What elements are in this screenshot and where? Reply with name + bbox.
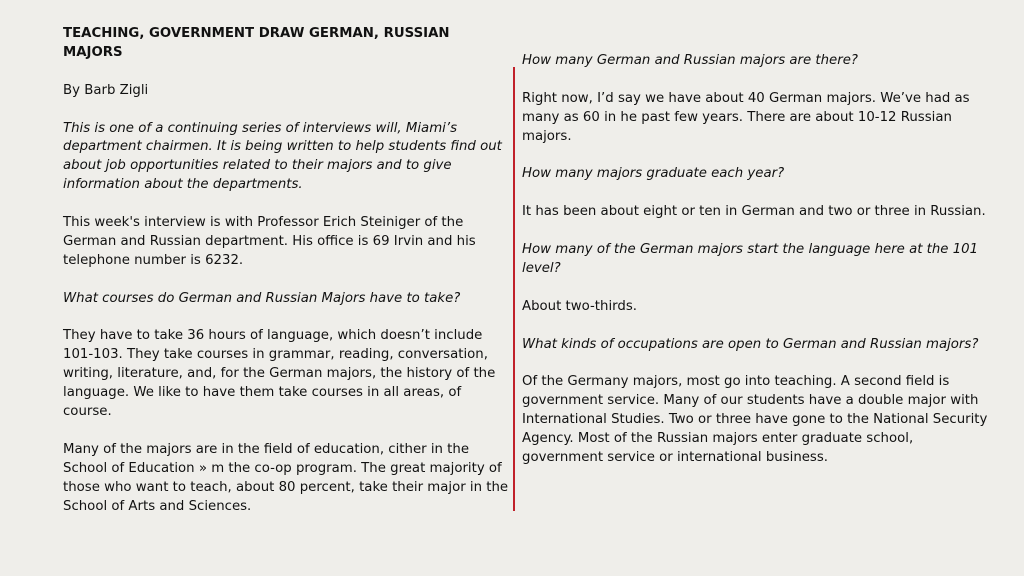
answer-101-level: About two-thirds. xyxy=(522,298,637,314)
answer-graduate-each-year: It has been about eight or ten in German and two or three in Russian. xyxy=(522,204,986,220)
question-101-level: How many of the German majors start the language here at the 101 level? xyxy=(522,242,979,276)
question-graduate-each-year: How many majors graduate each year? xyxy=(522,166,785,182)
question-how-many-majors: How many German and Russian majors are there? xyxy=(522,53,858,68)
column-divider xyxy=(513,67,515,511)
right-column xyxy=(522,52,992,487)
answer-occupations: Of the Germany majors, most go into teaching. A second field is government service. Many of our students have a double major with International Studies. Two or three have gone to the National Security Agency. Most of the Russian majors enter graduate school, government service or international business. xyxy=(522,374,988,465)
left-column xyxy=(63,25,509,535)
education-paragraph: Many of the majors are in the field of education, cither in the School of Education » m the co-op program. The great majority of those who want to teach, about 80 percent, take their major in the School of Arts and Sciences. xyxy=(63,441,509,514)
answer-courses: They have to take 36 hours of language, which doesn’t include 101-103. They take courses in grammar, reading, conversation, writing, literature, and, for the German majors, the history of the language. We like to have them take courses in all areas, of course. xyxy=(63,328,496,420)
answer-how-many-majors: Right now, I’d say we have about 40 German majors. We’ve had as many as 60 in he past few years. There are about 10-12 Russian majors. xyxy=(522,90,970,144)
question-courses: What courses do German and Russian Majors have to take? xyxy=(63,290,461,306)
interview-info-paragraph: This week's interview is with Professor Erich Steiniger of the German and Russian department. His office is 69 Irvin and his telephone number is 6232. xyxy=(63,215,476,268)
article-title: TEACHING, GOVERNMENT DRAW GERMAN, RUSSIAN MAJORS xyxy=(63,26,450,60)
byline: By Barb Zigli xyxy=(63,82,149,98)
question-occupations: What kinds of occupations are open to German and Russian majors? xyxy=(522,336,979,352)
intro-paragraph: This is one of a continuing series of interviews will, Miami’s department chairmen. It is being written to help students find out about job opportunities related to their majors and to give information about the departments. xyxy=(63,120,502,193)
